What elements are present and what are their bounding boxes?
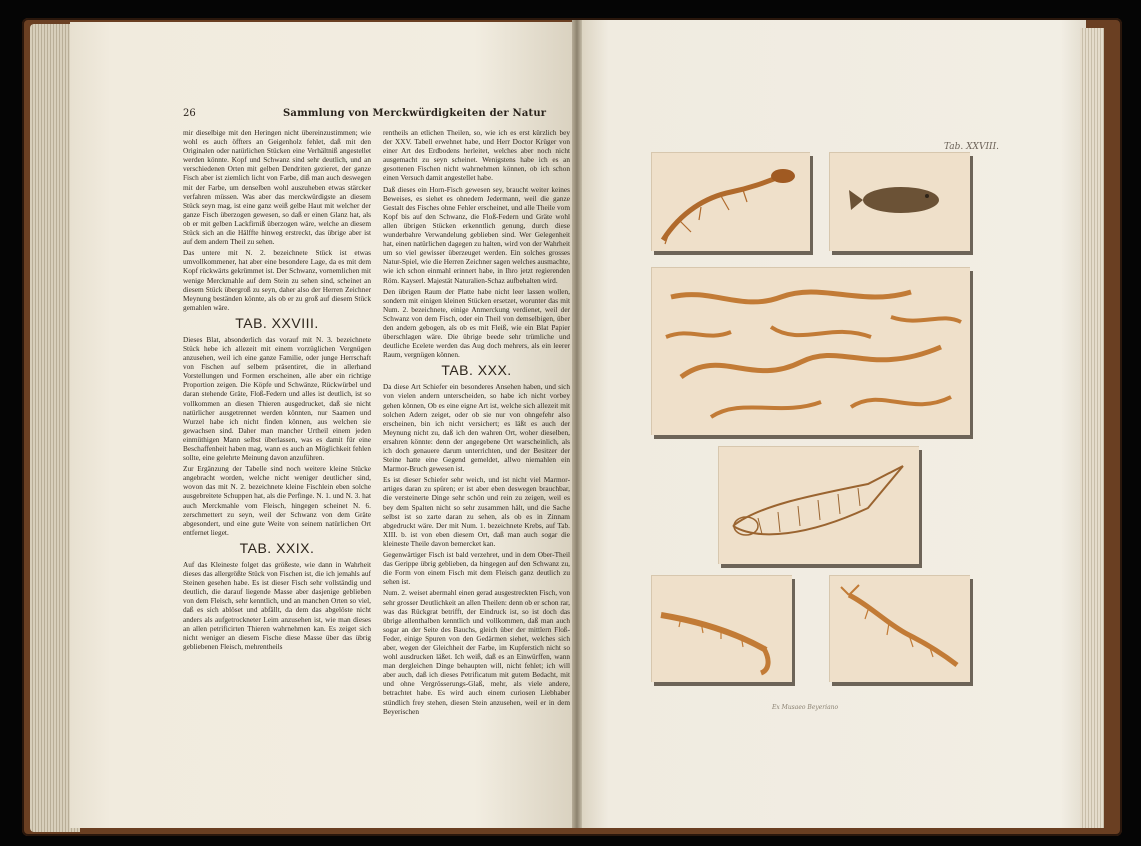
paragraph: rentheils an etlichen Theilen, so, wie ich es erst kürzlich bey der XXV. Tabell erwehnet habe, und Herr Doctor Krüger von einer Art des Erdbodens herleitet, welches aber noch nicht ausgemacht zu seyn scheinet. Wenigstens habe ich es an gesottenen Fischen nicht wahrnehmen können, ob ich schon einen Versuch damit angestellet habe.: [383, 128, 570, 183]
fossil-slab-3: [651, 267, 970, 435]
book-gutter: [572, 20, 582, 828]
fossil-fish-group-illustration: [651, 267, 970, 435]
fossil-slab-2: [829, 152, 970, 251]
artist-signature: Ex Musaeo Beyeriano: [772, 704, 839, 711]
paragraph: Dieses Blat, absonderlich das vorauf mit N. 3. bezeichnete Stück hebe ich allezeit mit einem vorzüglichen Vergnügen anzusehen, weil ich eine ganze Familie, oder junge Herrschaft von Fischen auf selbem präsentiret, die in allerhand Vorstellungen und Formen erscheinen, alle aber ein richtige Proportion zeigen. Die Köpfe und Schwänze, Rückwürbel und daran stehende Gräte, Floß-Federn und alles ist deutlich, ist so vollkommen an diesen Thieren ausgedrucket, daß sie nicht natürlicher ausgetrennet werden könnten, nur Saamen und Wurzel habe ich nicht finden können, aus welchen sie gewachsen sind. Daher man mancher Urtheil einem jeden einmüthigen Mann selbst überlassen, was es damit für eine Beschaffenheit haben mag, wann es auch an Möglichkeit fehlen sollte, eine gelehrte Meinung davon anzuführen.: [183, 334, 371, 463]
paragraph: mir dieselbige mit den Heringen nicht übereinzustimmen; wie wohl es auch öffters an Geigenholz fehlet, daß mit den Originalen oder natürlichen Stücken eine Verhältniß angestellet werden könnte. Kopf und Schwanz sind sehr deutlich, und an verschiedenen Orten mit gelben Dendriten gezieret, der ganze Fisch aber ist ziemlich licht von Farbe, diß man auch deswegen mit der Farbe, um denselben wohl auszuheben etwas stärcker verfahren müssen. Was aber das merckwürdigste an diesem Stück seyn mag, ist eine ganz weiß gelbe Haut mit welcher der ganze Fisch überzogen gewesen, so daß er einen Glanz hat, als ob er mit gelben Lackfirniß überzogen wäre, welche an diesem Stück sich an die Hälffte hinweg erstreckt, das übrige aber ist auf dem andern Theil zu sehen.: [183, 128, 371, 247]
running-head: [183, 108, 568, 124]
paragraph: Gegenwärtiger Fisch ist bald verzehret, und in dem Ober-Theil das Gerippe übrig geblieben, da hingegen auf den Schwanz zu, die Form von einem Fisch mit dem Fleisch ganz deutlich zu sehen ist.: [383, 550, 570, 587]
paragraph: Das untere mit N. 2. bezeichnete Stück ist etwas umvollkommener, hat aber eine besondere Lage, da es mit dem Kopf rückwärts gekrümmet ist. Der Schwanz, vornemlichen mit wenige Merckmahle auf dem Stein zu sehen sind, scheinet an diesem Stück übergroß zu seyn, daher also der Herren Zeichner Meynung beständen könnte, als ob er zu groß auf diesem Stück gemahlen wäre.: [183, 248, 371, 312]
paragraph: Daß dieses ein Horn-Fisch gewesen sey, braucht weiter keines Beweises, es siehet es ohnedem Jedermann, weil die ganze Gestalt des Fisches ohne Fehler erscheinet, und alle Theile vom Kopf bis auf den Schwanz, die Floß-Federn und Gräte wohl allen übrigen Stücken erkenntlich genung, durch diese wunderbahre Verwandelung geblieben sind. Wer Gelegenheit hat, einen natürlichen dagegen zu halten, wird von der Wahrheit um so viel gewisser überzeuget werden. Ein solches grosses Natur-Spiel, wie die Herren Zeichner sagen welches ausmachte, wie ich schon einmahl erinnert habe, in Ihro jetzt regierenden Röm. Kayserl. Majestät Naturalien-Schaz aufbehalten wird.: [383, 184, 570, 285]
right-text-column: [383, 128, 570, 718]
paragraph: Den übrigen Raum der Platte habe nicht leer lassen wollen, sondern mit einigen kleinen Stücken ersetzet, worunter das mit Num. 2. bezeichnete, einige Anmerckung verdienet, weil der Schwanz von dem Fisch, oder ein Theil von demselbigen, über den andern gebogen, als ob es mit Fleiß, wie ein Blat Papier überschlagen wäre. Die übrige beede sehr trümliche und deutliche Ecelete werden das Aug doch mehrers, als ein leerer Raum, vergnügen können.: [383, 286, 570, 360]
fossil-fish-illustration: [829, 152, 970, 251]
paragraph: Num. 2. weiset abermahl einen gerad ausgestreckten Fisch, von sehr grosser Deutlichkeit an allen Theilen: denn ob er schon rar, was das Rückgrat betrifft, der Eindruck ist, so ist doch das übrige allenthalben kenntlich und vollkommen, daß man auch sogar an der Seite des Bauchs, gleich über der mittlern Floß-Feder, einige Spuren von den Gedärmen siehet, welches sich aber, wegen der Gleichheit der Farbe, im Kupferstich nicht so wohl ausdrucken läßet. Ich weiß, daß es an Einwürffen, wann man dergleichen Dinge behaupten will, nicht fehlet; ich will aber auch, daß ich dieses Petrificatum mit gutem Bedacht, mit und ohne Vergrösserungs-Glaß, mehr, als viele andere, betrachtet habe. Es wird auch einem curiosen Liebhaber stündlich frey stehen, diesen Stein anzusehen, weil er in dem Beyerischen: [383, 588, 570, 716]
section-heading-tab-xxx: TAB. XXX.: [441, 362, 512, 379]
left-text-column: [183, 128, 371, 653]
fossil-fish-illustration: [829, 575, 970, 682]
fossil-slab-5: [651, 575, 792, 682]
paragraph: Auf das Kleineste folget das größeste, wie dann in Wahrheit dieses das allergrößte Stück von Fischen ist, die ich jemahls auf Steinen gesehen habe. Es ist dieser Fisch sehr vollständig und deutlich, die darauf liegende Masse aber dasjenige geblieben von dem Fleisch, sehr kenntlich, und an manchen Orten so viel, daß es sich ablöset und abfällt, da dem das abgelöste nicht anders als aufgetrockneter Leim anzusehen ist, wie man dieses an allen petrificirten Thieren wahrnehmen kan. Es zeiget sich nicht weniger an diesem Fische diese Masse über das übrig gebliebenen Fleisch, mehrentheils: [183, 559, 371, 651]
page-number: 26: [183, 108, 196, 119]
section-heading-tab-xxviii: TAB. XXVIII.: [235, 314, 319, 331]
plate-label: Tab. XXVIII.: [944, 142, 999, 152]
fossil-slab-6: [829, 575, 970, 682]
running-head-title: Sammlung von Merckwürdigkeiten der Natur: [283, 108, 547, 119]
paragraph: Da diese Art Schiefer ein besonderes Ansehen haben, und sich von vielen andern unterscheiden, so habe ich nicht vorbey gehen können, Ob es eine eigne Art ist, welche sich allezeit mit solchen Adern zeiget, oder ob sie nur von ohngefehr also erscheinen, bin ich nicht versichert; es läßt es auch der Meynung nicht zu, daß ich den wahren Ort, woher dieselben, ersahren könnte: denn der angegebene Ort warscheinlich, als ich doch genauere darum unterrichten, und der Besitzer der Steine hatte eine Gegend gemeldet, allwo niemahlen ein Marmor-Bruch gewesen ist.: [383, 382, 570, 474]
section-heading-tab-xxix: TAB. XXIX.: [239, 539, 315, 556]
paragraph: Zur Ergänzung der Tabelle sind noch weitere kleine Stücke angebracht worden, welche nicht weniger deutlicher sind, wovon das mit N. 2. bezeichnete kleine Fischlein eben solche ausgebreitete Schuppen hat, als die Perfinge. N. 1. und N. 3. hat auch Merckmahle vom Fleisch, hingegen scheinet N. 6. zerschmettert zu seyn, weil der Schwanz von dem Gräte abgesondert, und eine gute Weite von seinem natürlichen Ort entfernet lieget.: [183, 464, 371, 537]
paragraph: Es ist dieser Schiefer sehr weich, und ist nicht viel Marmor-artiges daran zu spüren; er ist aber eben deswegen brauchbar, die versteinerte Dinge sehr schön und rein zu zeigen, weil es bey dem Spalten nicht so sehr zusammen hält, und die Sache selbst ist so zarte daran zu sehen, als ob es in Zinnam abgedruckt wäre. Der mit Num. 1. bezeichnete Krebs, auf Tab. XIII. b. ist von eben diesem Ort, daß man auch sogar die kleineste Theile davon bemercket kan.: [383, 475, 570, 548]
fossil-fish-illustration: [651, 152, 810, 251]
right-page-edges: [1080, 28, 1104, 828]
fossil-slab-4: [718, 446, 919, 564]
fossil-fish-skeleton-illustration: [718, 446, 919, 564]
fossil-slab-1: [651, 152, 810, 251]
fossil-fish-illustration: [651, 575, 792, 682]
